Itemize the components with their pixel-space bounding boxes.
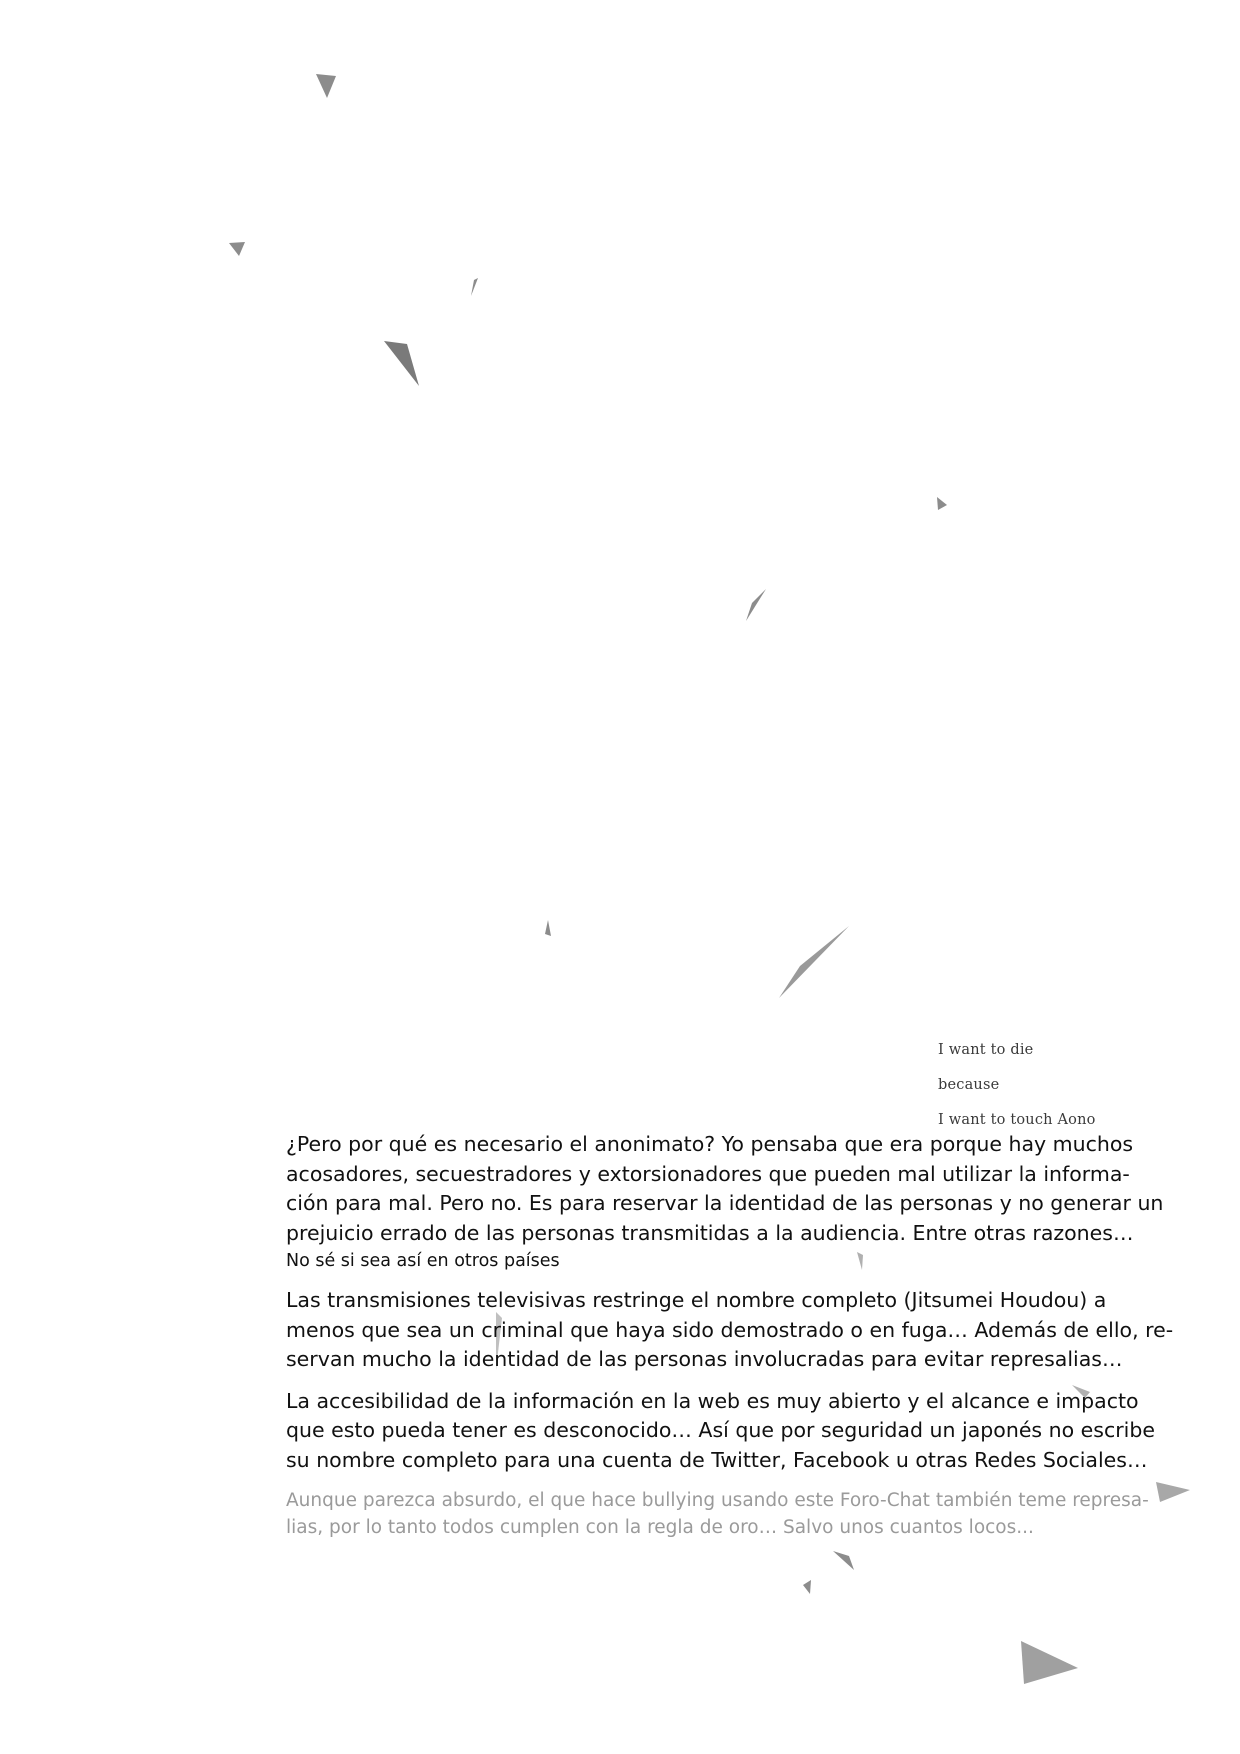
epigraph-line: I want to die: [938, 1042, 1034, 1058]
text-line: servan mucho la identidad de las personas involucradas para evitar represalias…: [286, 1347, 1123, 1371]
text-line: su nombre completo para una cuenta de Twitter, Facebook u otras Redes Sociales…: [286, 1447, 1148, 1472]
epigraph-line: I want to touch Aono: [938, 1112, 1096, 1128]
glass-shard: [229, 242, 245, 256]
glass-shard: [1021, 1641, 1078, 1684]
text-line: lias, por lo tanto todos cumplen con la regla de oro… Salvo unos cuantos locos...: [286, 1517, 1034, 1538]
glass-shard: [833, 1551, 854, 1570]
text-line: acosadores, secuestradores y extorsionadores que pueden mal utilizar la informa-: [286, 1161, 1130, 1186]
paragraph-anonymity: [286, 1130, 1186, 1248]
paragraph-bullying: [286, 1487, 1186, 1541]
glass-shard: [937, 497, 947, 510]
paragraph-web: [286, 1387, 1186, 1476]
text-line: prejuicio errado de las personas transmitidas a la audiencia. Entre otras razones…: [286, 1220, 1134, 1245]
epigraph-line: because: [938, 1077, 1000, 1093]
text-line: La accesibilidad de la información en la web es muy abierto y el alcance e impacto: [286, 1388, 1139, 1413]
glass-shard: [316, 74, 336, 98]
glass-shard: [545, 920, 551, 936]
text-line: ción para mal. Pero no. Es para reservar la identidad de las personas y no generar un: [286, 1191, 1164, 1215]
text-line: Aunque parezca absurdo, el que hace bullying usando este Foro-Chat también teme represa-: [286, 1490, 1149, 1511]
glass-shard: [471, 278, 478, 296]
translator-notes: [286, 1130, 1186, 1541]
epigraph: [938, 1036, 1096, 1141]
text-line: Las transmisiones televisivas restringe el nombre completo (Jitsumei Houdou) a: [286, 1288, 1107, 1312]
text-line: que esto pueda tener es desconocido… Así que por seguridad un japonés no escribe: [286, 1418, 1155, 1442]
paragraph-television: [286, 1286, 1186, 1375]
side-note: No sé si sea así en otros países: [286, 1251, 560, 1271]
text-line: ¿Pero por qué es necesario el anonimato? Yo pensaba que era porque hay muchos: [286, 1132, 1134, 1156]
text-line: menos que sea un criminal que haya sido demostrado o en fuga… Además de ello, re-: [286, 1317, 1174, 1342]
glass-shard: [746, 589, 766, 621]
glass-shard: [803, 1580, 811, 1594]
glass-shard: [384, 341, 419, 386]
glass-shard: [779, 926, 849, 998]
